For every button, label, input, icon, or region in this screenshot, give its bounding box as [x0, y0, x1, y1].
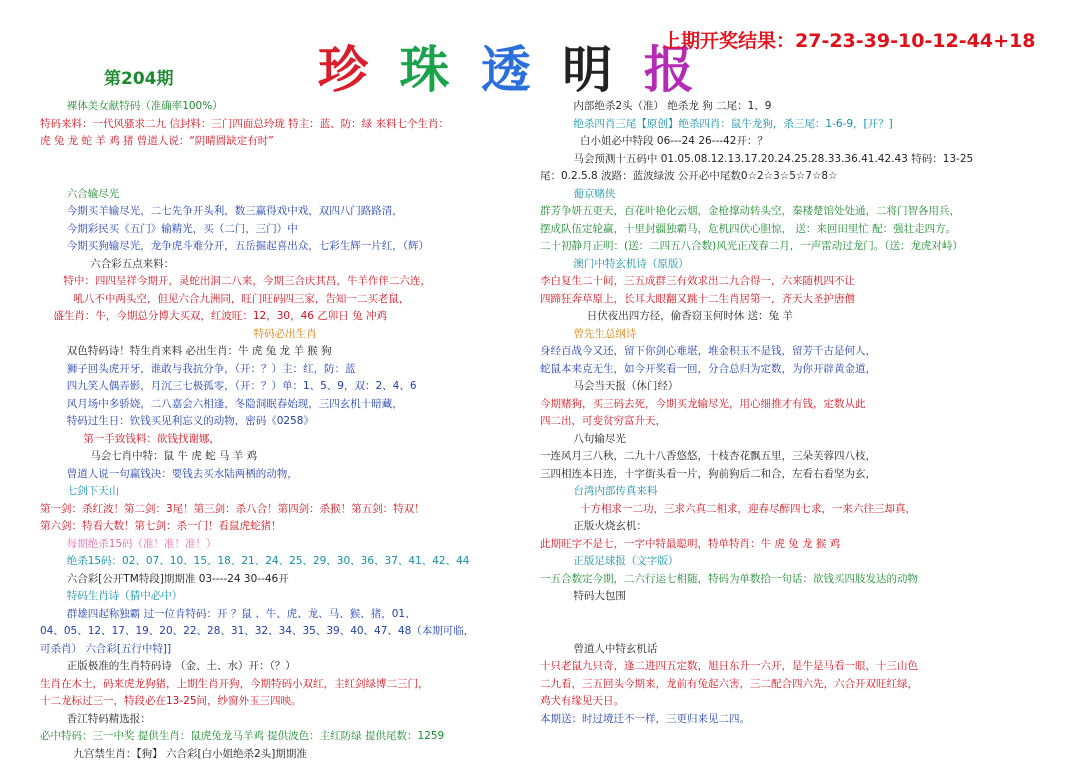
right-column: [540, 98, 1045, 728]
text-line: 六合输尽光: [40, 186, 528, 204]
text-line: 虎 兔 龙 蛇 羊 鸡 猪 曾道人说：“阴晴圆缺定有时”: [40, 133, 528, 151]
text-line: 六合彩五点来料：: [40, 256, 528, 274]
text-line: 马会当天报（休门经）: [540, 378, 1045, 396]
text-line: 曾先生总纲诗: [540, 326, 1045, 344]
masthead-char: 报: [644, 30, 698, 102]
text-line: 生肖在木土，码来虎龙狗猪，上期生肖开狗，今期特码小双红，主红剑绿博二三门，: [40, 676, 528, 694]
text-line: 双色特码诗！特生肖来料 必出生肖：牛 虎 兔 龙 羊 猴 狗: [40, 343, 528, 361]
text-line: 第六剑：特看大数！第七剑：杀一门！看鼠虎蛇猪！: [40, 518, 528, 536]
text-line: 三四相连本日连，十字街头看一片，狗前狗后二和合，左看右看坚为玄，: [540, 466, 1045, 484]
text-line: 四蹄狂奔草原上，长耳大眼翻又跳十二生肖居第一，齐天大圣护唐僧: [540, 291, 1045, 309]
text-line: 内部绝杀2头（准） 绝杀龙 狗 二尾：1、9: [540, 98, 1045, 116]
text-line: 正版极准的生肖特码诗 （金、土、水）开：（？）: [40, 658, 528, 676]
text-line: 特码来料：一代风骚求二九 信封料：三门四面总玲珑 特主：蓝、防：绿 来料七个生肖：: [40, 116, 528, 134]
text-line: 绝杀15码：02、07、10、15、18、21、24、25、29、30、36、37、41、42、44: [40, 553, 528, 571]
text-line: 曾道人中特玄机话: [540, 641, 1045, 659]
text-line: [40, 168, 528, 186]
text-line: 今期买羊输尽光，二七先争开头利，数三赢得戏中戏，双四八门路路清，: [40, 203, 528, 221]
text-line: 马会七肖中特：鼠 牛 虎 蛇 马 羊 鸡: [40, 448, 528, 466]
text-line: 正版足球报（文字版）: [540, 553, 1045, 571]
text-line: [540, 623, 1045, 641]
text-line: 特码必出生肖: [40, 326, 528, 344]
text-line: 白小姐必中特段 06---24 26---42开：？: [540, 133, 1045, 151]
text-line: 风月场中多骄娆，二八嘉会六相逢，冬隐洞眠春始现，三四玄机十暗藏，: [40, 396, 528, 414]
text-line: 四九笑人偶弄影，月沉三七极孤零，（开：？）单：1、5、9，双：2、4、6: [40, 378, 528, 396]
text-line: [540, 606, 1045, 624]
text-line: 六合彩[公开TM特段]期期准 03----24 30--46开: [40, 571, 528, 589]
text-line: 二十初静月正明：(送：二四五八合数)风光正茂春二月，一声雷动过龙门。（送：龙虎对峙）: [540, 238, 1045, 256]
text-line: 身经百战今又还，留下你剑心难堪，堆金积玉不是钱，留芳千古是何人，: [540, 343, 1045, 361]
text-line: 特码过生日：钦钱买见利忘义的动物，密码《0258》: [40, 413, 528, 431]
text-line: 十方相求一二功，三求六真二相求，迎春尽醉四七求，一来六往三却真，: [540, 501, 1045, 519]
text-line: 香江特码精选报：: [40, 711, 528, 729]
text-line: 04、05、12、17、19、20、22、28、31、32、34、35、39、40、47、48（本期可临，: [40, 623, 528, 641]
masthead-char: 透: [481, 30, 535, 102]
text-line: 一连风月三八秋，二九十八香悠悠，十枝杏花飘五里，三朵芙蓉四八枝，: [540, 448, 1045, 466]
last-draw-result: 上期开奖结果：27-23-39-10-12-44+18: [662, 26, 1035, 53]
text-line: 群雄四起称独霸 过一位肯特码：开 ？鼠 、牛、虎、龙、马、猴、猪，01、: [40, 606, 528, 624]
text-line: 裸体美女献特码（准确率100%）: [40, 98, 528, 116]
text-line: 狮子回头虎开牙，谁敢与我抗分争，（开：？）主：红，防：蓝: [40, 361, 528, 379]
text-line: 葡京赌侠: [540, 186, 1045, 204]
text-line: 鸡犬有缘见天日。: [540, 693, 1045, 711]
text-line: 台湾内部传真来料: [540, 483, 1045, 501]
text-line: 八句输尽光: [540, 431, 1045, 449]
issue-number: 第204期: [104, 64, 174, 89]
masthead-char: 珍: [318, 30, 372, 102]
masthead-char: 明: [562, 30, 616, 102]
text-line: 四二出，可变贫穷富升天，: [540, 413, 1045, 431]
text-line: 蛇鼠本来克无生，如今开奖看一回，分合总归为定数，为你开辟黄金道，: [540, 361, 1045, 379]
text-line: 一五合数定今期，二六行运七相随，特码为单数拾一句话：欲钱买四肢发达的动物: [540, 571, 1045, 589]
text-line: 日伏夜出四方径，偷香窃玉何时休 送：兔 羊: [540, 308, 1045, 326]
text-line: 今期买狗输尽光，龙争虎斗难分开，五岳掘起喜出众，七彩生辉一片红，（辉）: [40, 238, 528, 256]
text-line: 群芳争妍五更天，百花叶艳化云烟，金枪撑动转头空，秦楼楚馆处处通，二将门智各用兵，: [540, 203, 1045, 221]
text-line: 摆成队伍定轮赢，十里封疆独霸马，危机四伏心胆惊， 送：来回田里忙 配：强壮走四方。: [540, 221, 1045, 239]
text-line: 二九看，三五回头今期来，龙前有兔起六害，三二配合四六先，六合开双旺红绿，: [540, 676, 1045, 694]
text-line: 李白复生二十间，三五成群三有效求出二九合得一，六来随机四不让: [540, 273, 1045, 291]
masthead-char: 珠: [399, 30, 453, 102]
text-line: 十二龙标过三一，特段必在13-25间，纱窗外玉三四映。: [40, 693, 528, 711]
text-line: 特码大包围: [540, 588, 1045, 606]
text-line: 特码生肖诗（猜中必中）: [40, 588, 528, 606]
text-line: 盛生肖：牛，今期总分博大买双，红波旺：12，30，46 乙卯日 兔 冲鸡: [40, 308, 528, 326]
text-line: 第一剑：杀红波！第二剑：3尾！第三剑：杀八合！第四剑：杀猴！第五剑：特双！: [40, 501, 528, 519]
text-line: 今期彩民买《五门》输精光，买（二门，三门）中: [40, 221, 528, 239]
text-line: 第一手致钱料：欲钱找谢娜，: [40, 431, 528, 449]
text-line: 本期送：时过境迁不一样，三更归来见二四。: [540, 711, 1045, 729]
left-column: [40, 98, 528, 763]
text-line: 可杀肖） 六合彩[五行中特]]: [40, 641, 528, 659]
text-line: 吼八不中两头空，但见六合九洲同，旺门旺码四三家，告知一二买老鼠，: [40, 291, 528, 309]
text-line: 十只老鼠九只奇，逢二进四五定数，旭日东升一六开，是牛是马看一眼，十三山色: [540, 658, 1045, 676]
text-line: 七剑下天山: [40, 483, 528, 501]
text-line: 绝杀四肖三尾【原创】绝杀四肖：鼠牛龙狗，杀三尾：1-6-9，[开？]: [540, 116, 1045, 134]
text-line: 尾：0.2.5.8 波路：蓝波绿波 公开必中尾数0☆2☆3☆5☆7☆8☆: [540, 168, 1045, 186]
text-line: 每期绝杀15码（准！准！准！）: [40, 536, 528, 554]
text-line: 曾道人说一句赢钱决：要钱去买水陆两栖的动物，: [40, 466, 528, 484]
text-line: 此期旺字不是七，一字中特最聪明，特单特肖：牛 虎 兔 龙 猴 鸡: [540, 536, 1045, 554]
text-line: 必中特码：三一中奖 提供生肖：鼠虎兔龙马羊鸡 提供波色：主红防绿 提供尾数：1259: [40, 728, 528, 746]
text-line: [40, 151, 528, 169]
text-line: 正版火烧玄机：: [540, 518, 1045, 536]
text-line: 马会预测十五码中 01.05.08.12.13.17.20.24.25.28.33.36.41.42.43 特码：13-25: [540, 151, 1045, 169]
text-line: 特中：四四呈祥今期开，灵蛇出洞二八来，今期三合庆其昌，牛羊作伴二六连，: [40, 273, 528, 291]
masthead-title: [318, 30, 704, 102]
text-line: 澳门中特玄机诗（原版）: [540, 256, 1045, 274]
text-line: 九宫禁生肖：【狗】 六合彩[白小姐绝杀2头]期期准: [40, 746, 528, 763]
text-line: 今期赌狗，买三码去死，今期买龙输尽光，用心细推才有钱，定数从此: [540, 396, 1045, 414]
